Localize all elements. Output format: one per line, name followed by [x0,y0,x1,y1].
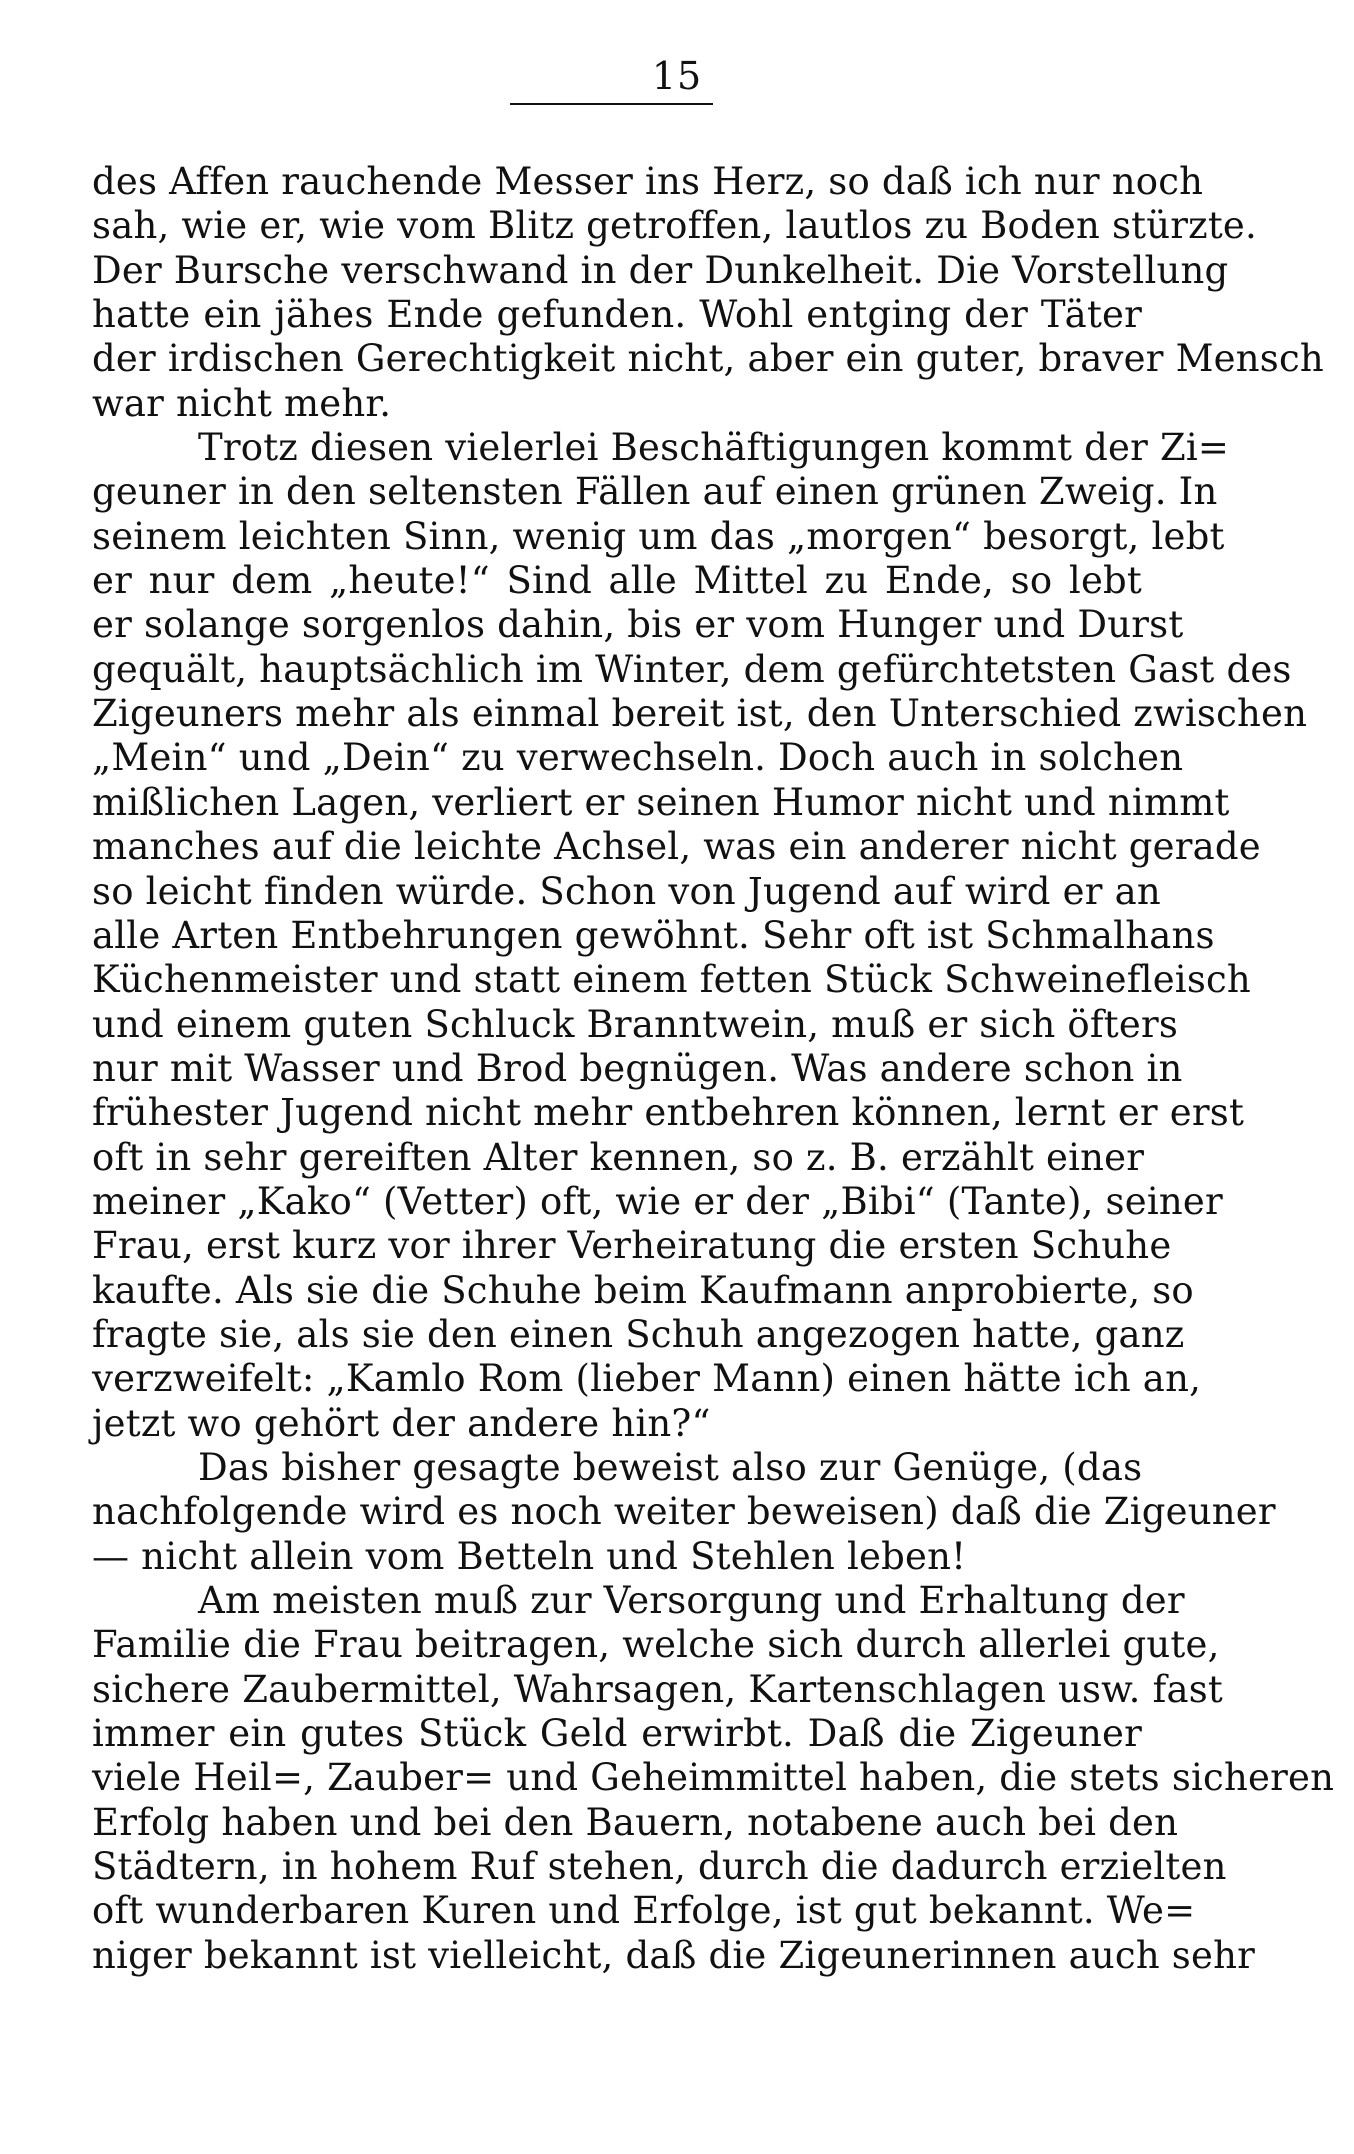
text-line: oft wunderbaren Kuren und Erfolge, ist gut bekannt. We= [92,1889,1196,1933]
body-text [92,160,1335,1978]
text-line: verzweifelt: „Kamlo Rom (lieber Mann) einen hätte ich an, [92,1357,1202,1401]
text-line: frühester Jugend nicht mehr entbehren können, lernt er erst [92,1091,1245,1135]
text-line: sah, wie er, wie vom Blitz getroffen, lautlos zu Boden stürzte. [92,204,1257,248]
text-line: Familie die Frau beitragen, welche sich durch allerlei gute, [92,1623,1220,1667]
text-line: Der Bursche verschwand in der Dunkelheit. Die Vorstellung [92,248,1229,292]
text-line: mißlichen Lagen, verliert er seinen Humor nicht und nimmt [92,780,1230,824]
text-line: manches auf die leichte Achsel, was ein anderer nicht gerade [92,825,1261,869]
text-line: meiner „Kako“ (Vetter) oft, wie er der „Bibi“ (Tante), seiner [92,1179,1223,1223]
text-line: war nicht mehr. [92,381,392,425]
text-line: fragte sie, als sie den einen Schuh angezogen hatte, ganz [92,1312,1185,1356]
text-line: nachfolgende wird es noch weiter beweisen) daß die Zigeuner [92,1490,1276,1534]
text-line: — nicht allein vom Betteln und Stehlen leben! [92,1534,967,1578]
header-rule [510,103,713,105]
text-line: viele Heil=, Zauber= und Geheimmittel haben, die stets sicheren [92,1756,1335,1800]
text-line: der irdischen Gerechtigkeit nicht, aber ein guter, braver Mensch [92,337,1324,381]
text-line: niger bekannt ist vielleicht, daß die Zigeunerinnen auch sehr [92,1933,1256,1977]
text-line: Küchenmeister und statt einem fetten Stück Schweinefleisch [92,958,1251,1002]
text-line: jetzt wo gehört der andere hin?“ [92,1401,711,1445]
text-line: Städtern, in hohem Ruf stehen, durch die dadurch erzielten [92,1845,1227,1889]
text-line: seinem leichten Sinn, wenig um das „morgen“ besorgt, lebt [92,514,1225,558]
text-line: alle Arten Entbehrungen gewöhnt. Sehr oft ist Schmalhans [92,913,1215,957]
text-line: gequält, hauptsächlich im Winter, dem gefürchtetsten Gast des [92,647,1292,691]
page-number: 15 [651,54,703,98]
text-line: Am meisten muß zur Versorgung und Erhaltung der [198,1579,1185,1622]
text-line: Trotz diesen vielerlei Beschäftigungen kommt der Zi= [198,426,1230,470]
text-line: kaufte. Als sie die Schuhe beim Kaufmann anprobierte, so [92,1268,1194,1312]
text-line: er nur dem „heute!“ Sind alle Mittel zu Ende, so lebt [92,559,1142,603]
text-line: Das bisher gesagte beweist also zur Genüge, (das [198,1445,1143,1489]
text-line: Erfolg haben und bei den Bauern, notabene auch bei den [92,1800,1179,1844]
text-line: „Mein“ und „Dein“ zu verwechseln. Doch auch in solchen [92,736,1184,780]
text-line: und einem guten Schluck Branntwein, muß er sich öfters [92,1002,1179,1046]
text-line: er solange sorgenlos dahin, bis er vom Hunger und Durst [92,603,1184,647]
text-line: oft in sehr gereiften Alter kennen, so z. B. erzählt einer [92,1135,1145,1179]
text-line: geuner in den seltensten Fällen auf einen grünen Zweig. In [92,470,1218,514]
text-line: immer ein gutes Stück Geld erwirbt. Daß die Zigeuner [92,1712,1142,1756]
text-line: sichere Zaubermittel, Wahrsagen, Kartenschlagen usw. fast [92,1667,1223,1711]
text-line: nur mit Wasser und Brod begnügen. Was andere schon in [92,1046,1183,1090]
text-line: Frau, erst kurz vor ihrer Verheiratung die ersten Schuhe [92,1224,1172,1268]
text-line: des Affen rauchende Messer ins Herz, so daß ich nur noch [92,160,1204,203]
text-line: so leicht finden würde. Schon von Jugend auf wird er an [92,869,1161,913]
text-line: hatte ein jähes Ende gefunden. Wohl entging der Täter [92,293,1142,337]
text-line: Zigeuners mehr als einmal bereit ist, den Unterschied zwischen [92,692,1308,736]
